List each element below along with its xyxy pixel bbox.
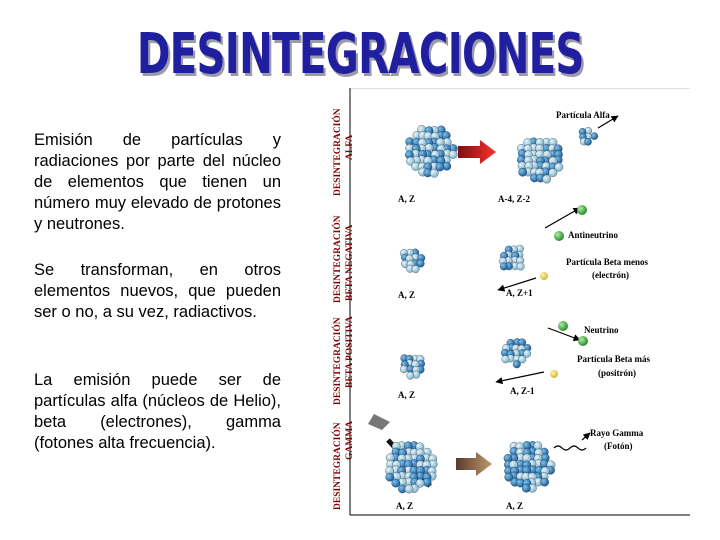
- nucleon: [502, 355, 510, 363]
- gamma-before-label: A, Z: [396, 501, 414, 511]
- gamma-wave-icon: [554, 446, 586, 450]
- antineutrino-icon: [554, 231, 564, 241]
- alpha-particle-label: Partícula Alfa: [556, 110, 610, 120]
- nucleon: [517, 263, 525, 271]
- label-alpha-decay: DESINTEGRACIÓN: [333, 108, 343, 196]
- antineutrino-label: Antineutrino: [568, 230, 619, 240]
- beta-neg-after-label: A, Z+1: [506, 288, 533, 298]
- antineutrino-dot-icon: [577, 205, 587, 215]
- alpha-after-label: A-4, Z-2: [498, 194, 530, 204]
- nucleus-beta-pos-before: [400, 355, 425, 380]
- beta-minus-label: Partícula Beta menos: [566, 257, 648, 267]
- gamma-ray-sublabel: (Fotón): [604, 441, 633, 451]
- nucleus-beta-pos-after: [501, 338, 531, 368]
- label-gamma-decay: DESINTEGRACIÓN: [333, 422, 343, 510]
- label-beta-neg-decay: DESINTEGRACIÓN: [333, 215, 343, 303]
- nucleon: [412, 265, 420, 273]
- nucleon: [449, 150, 457, 158]
- label-beta-neg: BETA NEGATIVA: [345, 224, 355, 301]
- gamma-ray-arrow: [582, 433, 590, 440]
- beta-plus-icon: [550, 370, 558, 378]
- paragraph-definition: Emisión de partículas y radiaciones por parte del núcleo de elementos que tienen un número muy elevado de protones y neutrones.: [34, 131, 281, 233]
- nucleon: [513, 361, 521, 369]
- nucleon: [430, 169, 438, 177]
- label-alpha: ALFA: [345, 134, 355, 160]
- beta-plus-arrow: [496, 372, 544, 382]
- nucleon: [392, 479, 400, 487]
- panel-beta-negative: [398, 205, 648, 300]
- gamma-ray-label: Rayo Gamma: [590, 428, 644, 438]
- alpha-particle: [579, 127, 598, 145]
- nucleon: [549, 169, 557, 177]
- nucleus-beta-neg-after: [499, 245, 524, 270]
- beta-minus-icon: [540, 272, 548, 280]
- beta-minus-sublabel: (electrón): [592, 270, 629, 280]
- panel-gamma: [368, 414, 644, 511]
- nucleon: [407, 372, 415, 380]
- beta-pos-after-label: A, Z-1: [510, 386, 535, 396]
- label-beta-pos: BETA POSITIVA: [345, 316, 355, 388]
- antineutrino-arrow: [545, 208, 580, 228]
- beta-plus-sublabel: (positrón): [598, 368, 636, 378]
- nucleus-beta-neg-before: [400, 249, 425, 273]
- beta-neg-before-label: A, Z: [398, 290, 416, 300]
- nucleus-gamma-before: [385, 441, 437, 493]
- nucleon: [519, 168, 527, 176]
- panel-alpha: [398, 110, 618, 204]
- gamma-arrow-head-icon: [368, 414, 390, 430]
- decay-diagram: [300, 88, 690, 528]
- paragraph-emission-types: La emisión puede ser de partículas alfa (núcleos de Helio), beta (electrones), gamma (fotones alta frecuencia).: [34, 371, 281, 452]
- beta-pos-before-label: A, Z: [398, 390, 416, 400]
- neutrino-icon: [558, 321, 568, 331]
- page-title: DESINTEGRACIONES: [136, 22, 584, 87]
- nucleon: [543, 175, 551, 183]
- label-beta-pos-decay: DESINTEGRACIÓN: [333, 317, 343, 405]
- nucleon: [522, 484, 530, 492]
- nucleon: [500, 263, 508, 271]
- nucleus-alpha-before: [405, 125, 457, 177]
- gamma-decay-arrow: [456, 452, 492, 476]
- label-gamma: GAMMA: [345, 420, 355, 460]
- alpha-before-label: A, Z: [398, 194, 416, 204]
- nucleon: [540, 478, 548, 486]
- neutrino-dot-icon: [578, 336, 588, 346]
- nucleon: [584, 138, 591, 145]
- beta-plus-label: Partícula Beta más: [577, 354, 650, 364]
- panel-beta-positive: [398, 321, 650, 400]
- alpha-decay-arrow: [458, 140, 496, 164]
- nucleus-alpha-after: [517, 138, 563, 184]
- nucleon: [405, 485, 413, 493]
- nucleus-gamma-after: [504, 441, 555, 492]
- gamma-after-label: A, Z: [506, 501, 524, 511]
- paragraph-transformation: Se transforman, en otros elementos nuevos, que pueden ser o no, a su vez, radiactivos.: [34, 261, 281, 321]
- neutrino-label: Neutrino: [584, 325, 619, 335]
